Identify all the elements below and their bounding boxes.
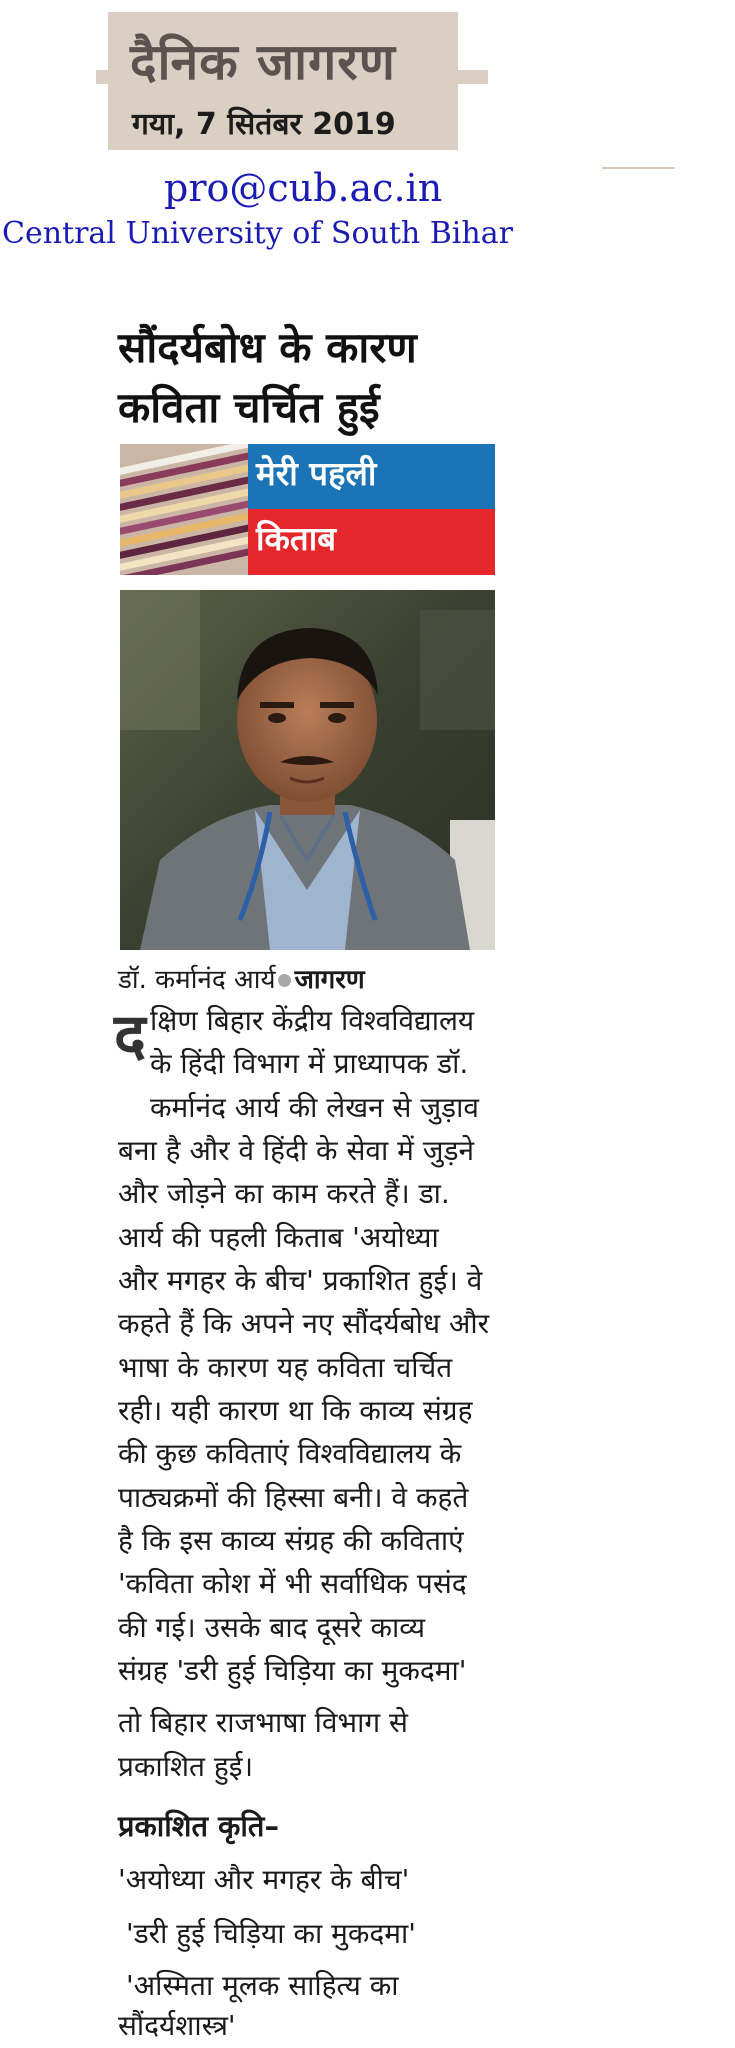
author-portrait-graphic	[120, 590, 495, 950]
article-line: पाठ्यक्रमों की हिस्सा बनी। वे कहते	[118, 1481, 469, 1514]
article-line: और जोड़ने का काम करते हैं। डा.	[118, 1177, 450, 1210]
article-line: तो बिहार राजभाषा विभाग से	[118, 1706, 408, 1739]
article-line: भाषा के कारण यह कविता चर्चित	[118, 1351, 453, 1384]
article-line: क्षिण बिहार केंद्रीय विश्वविद्यालय	[150, 1004, 475, 1037]
headline-line-1: सौंदर्यबोध के कारण	[118, 323, 417, 372]
newspaper-title: दैनिक जागरण	[130, 33, 396, 91]
published-work-item: 'डरी हुई चिड़िया का मुकदमा'	[126, 1917, 416, 1950]
article-line: रही। यही कारण था कि काव्य संग्रह	[118, 1394, 473, 1427]
book-stack-image	[120, 444, 248, 575]
author-photo	[120, 590, 495, 950]
article-line: है कि इस काव्य संग्रह की कविताएं	[118, 1524, 464, 1557]
article-line: की कुछ कविताएं विश्वविद्यालय के	[118, 1437, 462, 1470]
article-line: के हिंदी विभाग में प्राध्यापक डॉ.	[150, 1047, 469, 1080]
decorative-rule	[602, 167, 675, 169]
series-label-top-text: मेरी पहली	[256, 454, 377, 493]
contact-email: pro@cub.ac.in	[164, 166, 443, 210]
article-line: 'कविता कोश में भी सर्वाधिक पसंद	[118, 1567, 467, 1600]
article-headline	[118, 318, 417, 438]
university-name: Central University of South Bihar	[2, 216, 513, 251]
series-label-bottom	[248, 509, 495, 575]
published-work-item: 'अस्मिता मूलक साहित्य का	[126, 1969, 399, 2002]
headline-line-2: कविता चर्चित हुई	[118, 383, 380, 432]
series-label-top	[248, 444, 495, 509]
series-label-bottom-text: किताब	[256, 519, 337, 558]
article-line: और मगहर के बीच' प्रकाशित हुई। वे	[118, 1264, 483, 1297]
caption-source: जागरण	[294, 965, 365, 995]
article-line: बना है और वे हिंदी के सेवा में जुड़ने	[118, 1134, 475, 1167]
article-line: कहते हैं कि अपने नए सौंदर्यबोध और	[118, 1307, 490, 1340]
bullet-dot-icon	[278, 974, 291, 987]
masthead	[108, 12, 458, 150]
series-label-block	[120, 444, 495, 575]
newspaper-date: गया, 7 सितंबर 2019	[132, 107, 396, 142]
photo-caption	[118, 960, 365, 996]
article-line: संग्रह 'डरी हुई चिड़िया का मुकदमा'	[118, 1654, 467, 1687]
drop-cap: द	[114, 1001, 146, 1071]
article-line: प्रकाशित हुई।	[118, 1750, 254, 1783]
published-work-item: 'अयोध्या और मगहर के बीच'	[118, 1863, 410, 1896]
article-line: आर्य की पहली किताब 'अयोध्या	[118, 1221, 439, 1254]
article-line: की गई। उसके बाद दूसरे काव्य	[118, 1611, 426, 1644]
published-works-heading: प्रकाशित कृति–	[118, 1809, 279, 1843]
article-line: कर्मानंद आर्य की लेखन से जुड़ाव	[150, 1091, 479, 1124]
published-work-item: सौंदर्यशास्त्र'	[118, 2009, 236, 2042]
caption-name: डॉ. कर्मानंद आर्य	[118, 965, 276, 995]
